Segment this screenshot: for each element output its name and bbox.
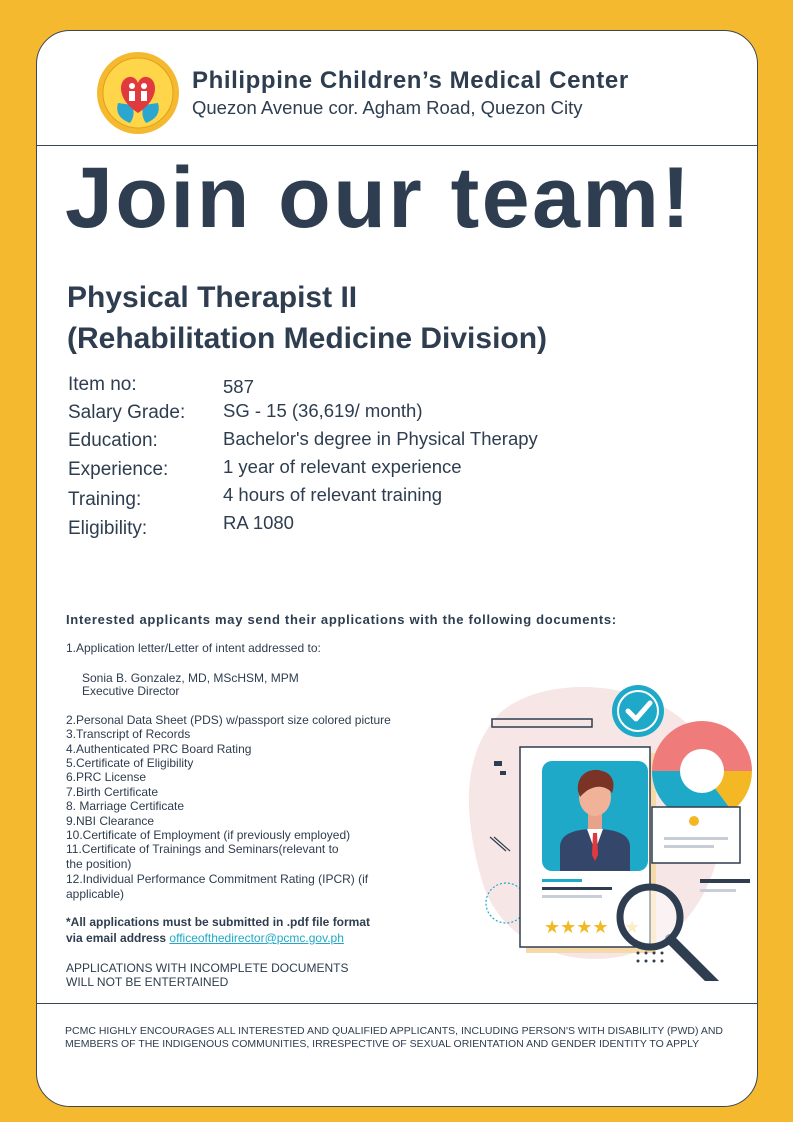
detail-label-education: Education: <box>68 430 158 451</box>
requirement-item: 2.Personal Data Sheet (PDS) w/passport size colored picture <box>66 713 391 727</box>
position-title: Physical Therapist II <box>67 281 358 314</box>
requirement-item: 3.Transcript of Records <box>66 727 191 741</box>
email-link[interactable]: officeofthedirector@pcmc.gov.ph <box>169 931 344 945</box>
detail-label-eligibility: Eligibility: <box>68 518 148 539</box>
footer-divider <box>37 1003 757 1004</box>
position-division: (Rehabilitation Medicine Division) <box>67 322 548 355</box>
email-line <box>66 931 344 945</box>
detail-value-training: 4 hours of relevant training <box>223 484 443 505</box>
header-divider <box>37 145 757 146</box>
detail-value-education: Bachelor's degree in Physical Therapy <box>223 428 538 449</box>
pdf-format-note: *All applications must be submitted in .pdf file format <box>66 915 371 929</box>
checkmark-badge-icon <box>612 685 664 737</box>
requirement-item-1: 1.Application letter/Letter of intent addressed to: <box>66 641 321 655</box>
requirement-item: 11.Certificate of Trainings and Seminars(relevant to <box>66 842 339 856</box>
requirement-item: 4.Authenticated PRC Board Rating <box>66 742 252 756</box>
requirement-item: 10.Certificate of Employment (if previously employed) <box>66 828 351 842</box>
detail-value-item-no: 587 <box>223 376 254 397</box>
warning-line-1: APPLICATIONS WITH INCOMPLETE DOCUMENTS <box>66 961 349 975</box>
organization-name: Philippine Children’s Medical Center <box>192 67 629 94</box>
requirement-item: 9.NBI Clearance <box>66 814 155 828</box>
footer-equal-opportunity-note: PCMC HIGHLY ENCOURAGES ALL INTERESTED AND QUALIFIED APPLICANTS, INCLUDING PERSON'S WITH DISABILITY (PWD) AND MEMBERS OF THE INDIGENOUS COMMUNITIES, IRRESPECTIVE OF SEXUAL ORIENTATION AND GENDER IDENTITY TO APPLY <box>65 1025 723 1050</box>
organization-address: Quezon Avenue cor. Agham Road, Quezon City <box>192 97 583 118</box>
detail-value-eligibility: RA 1080 <box>223 512 294 533</box>
addressee-title: Executive Director <box>82 684 180 698</box>
addressee-name: Sonia B. Gonzalez, MD, MScHSM, MPM <box>82 671 299 685</box>
pie-chart-icon <box>652 721 752 821</box>
info-panel <box>652 807 740 863</box>
requirement-item: 7.Birth Certificate <box>66 785 159 799</box>
pcmc-logo-icon <box>96 51 180 135</box>
requirement-item: 12.Individual Performance Commitment Rating (IPCR) (if <box>66 872 369 886</box>
job-poster-card <box>36 30 758 1107</box>
email-prefix: via email address <box>66 931 170 945</box>
requirement-item: the position) <box>66 857 132 871</box>
requirement-item: applicable) <box>66 887 125 901</box>
detail-label-salary-grade: Salary Grade: <box>68 402 186 423</box>
detail-value-experience: 1 year of relevant experience <box>223 456 462 477</box>
detail-label-item-no: Item no: <box>68 374 137 395</box>
detail-label-training: Training: <box>68 489 142 510</box>
detail-value-salary-grade: SG - 15 (36,619/ month) <box>223 400 423 421</box>
warning-line-2: WILL NOT BE ENTERTAINED <box>66 975 229 989</box>
requirement-item: 6.PRC License <box>66 770 147 784</box>
page-headline: Join our team! <box>65 150 693 246</box>
detail-label-experience: Experience: <box>68 459 169 480</box>
magnifier-icon <box>620 887 726 981</box>
star-icon: ★★★★ <box>544 917 609 938</box>
requirement-item: 8. Marriage Certificate <box>66 799 185 813</box>
requirements-intro: Interested applicants may send their applications with the following documents: <box>66 612 617 627</box>
requirement-item: 5.Certificate of Eligibility <box>66 756 194 770</box>
resume-review-illustration <box>442 651 758 981</box>
